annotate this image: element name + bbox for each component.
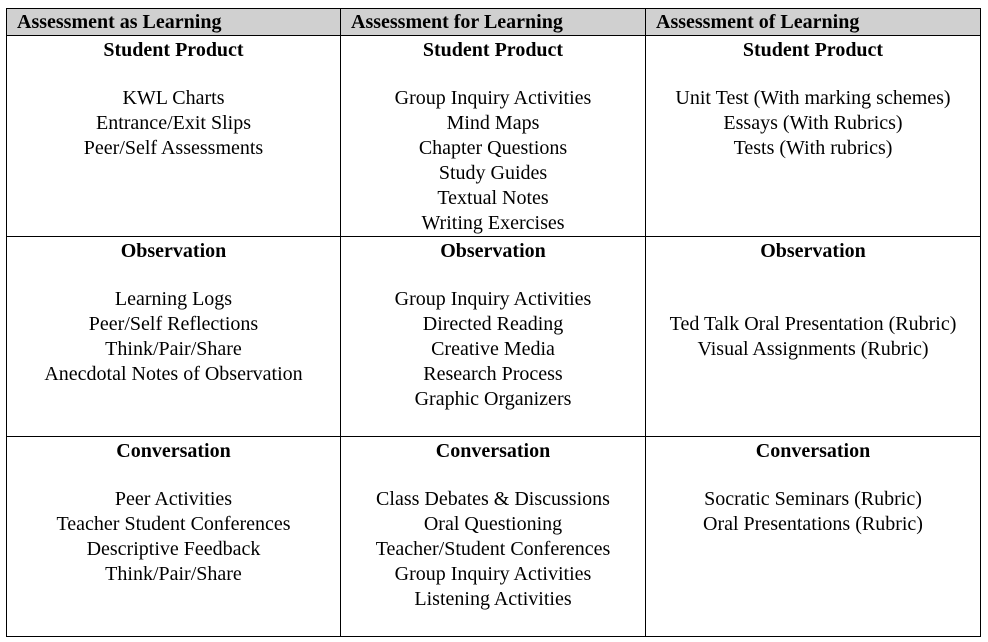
list-item: Group Inquiry Activities — [394, 563, 592, 585]
conversation-row — [7, 437, 981, 637]
list-item: Peer Activities — [114, 488, 233, 510]
observation-row — [7, 237, 981, 437]
list-item: Anecdotal Notes of Observation — [44, 363, 303, 385]
list-item: Peer/Self Reflections — [88, 313, 259, 335]
section-heading: Student Product — [103, 39, 244, 61]
list-item: Unit Test (With marking schemes) — [675, 87, 951, 109]
item-list — [341, 86, 645, 236]
cell-as-learning — [7, 237, 341, 437]
list-item: Peer/Self Assessments — [83, 137, 264, 159]
student-product-row — [7, 36, 981, 237]
list-item: Visual Assignments (Rubric) — [697, 338, 929, 360]
list-item: Group Inquiry Activities — [394, 87, 592, 109]
list-item: Oral Presentations (Rubric) — [703, 513, 923, 535]
cell-of-learning — [646, 36, 981, 237]
cell-for-learning — [341, 437, 646, 637]
cell-as-learning — [7, 36, 341, 237]
section-heading: Observation — [120, 240, 227, 262]
list-item: Ted Talk Oral Presentation (Rubric) — [669, 313, 957, 335]
item-list — [341, 487, 645, 612]
list-item: Creative Media — [431, 338, 555, 360]
list-item: Mind Maps — [446, 112, 540, 134]
section-heading: Observation — [760, 240, 866, 262]
section-heading: Conversation — [116, 440, 231, 462]
section-heading: Conversation — [435, 440, 551, 462]
list-item: Study Guides — [438, 162, 548, 184]
item-list — [7, 487, 340, 587]
header-assessment-of-learning: Assessment of Learning — [646, 9, 981, 36]
list-item: Class Debates & Discussions — [376, 488, 610, 510]
list-item: Socratic Seminars (Rubric) — [704, 488, 922, 510]
list-item: Teacher Student Conferences — [56, 513, 291, 535]
cell-of-learning — [646, 437, 981, 637]
list-item: Textual Notes — [437, 187, 549, 209]
list-item: Essays (With Rubrics) — [723, 112, 903, 134]
item-list — [646, 312, 980, 362]
list-item: Think/Pair/Share — [105, 338, 242, 360]
list-item: Directed Reading — [422, 313, 564, 335]
cell-of-learning — [646, 237, 981, 437]
list-item: Teacher/Student Conferences — [375, 538, 611, 560]
assessment-table — [6, 8, 981, 637]
list-item: Research Process — [423, 363, 563, 385]
list-item: Think/Pair/Share — [105, 563, 242, 585]
section-heading: Conversation — [755, 440, 871, 462]
header-assessment-as-learning: Assessment as Learning — [7, 9, 341, 36]
section-heading: Observation — [440, 240, 546, 262]
list-item: Listening Activities — [414, 588, 572, 610]
item-list — [7, 86, 340, 161]
list-item: Chapter Questions — [418, 137, 568, 159]
section-heading: Student Product — [422, 39, 564, 61]
list-item: Learning Logs — [114, 288, 233, 310]
list-item: Descriptive Feedback — [86, 538, 261, 560]
list-item: Tests (With rubrics) — [733, 137, 893, 159]
header-assessment-for-learning: Assessment for Learning — [341, 9, 646, 36]
section-heading: Student Product — [742, 39, 884, 61]
header-row — [7, 9, 981, 36]
cell-for-learning — [341, 36, 646, 237]
table-body — [7, 36, 981, 637]
item-list — [341, 287, 645, 412]
list-item: Group Inquiry Activities — [394, 288, 592, 310]
list-item: Graphic Organizers — [414, 388, 572, 410]
item-list — [7, 287, 340, 387]
item-list — [646, 487, 980, 537]
item-list — [646, 86, 980, 161]
list-item: KWL Charts — [122, 87, 225, 109]
cell-for-learning — [341, 237, 646, 437]
list-item: Oral Questioning — [423, 513, 563, 535]
list-item: Entrance/Exit Slips — [96, 112, 251, 134]
cell-as-learning — [7, 437, 341, 637]
list-item: Writing Exercises — [421, 212, 565, 234]
